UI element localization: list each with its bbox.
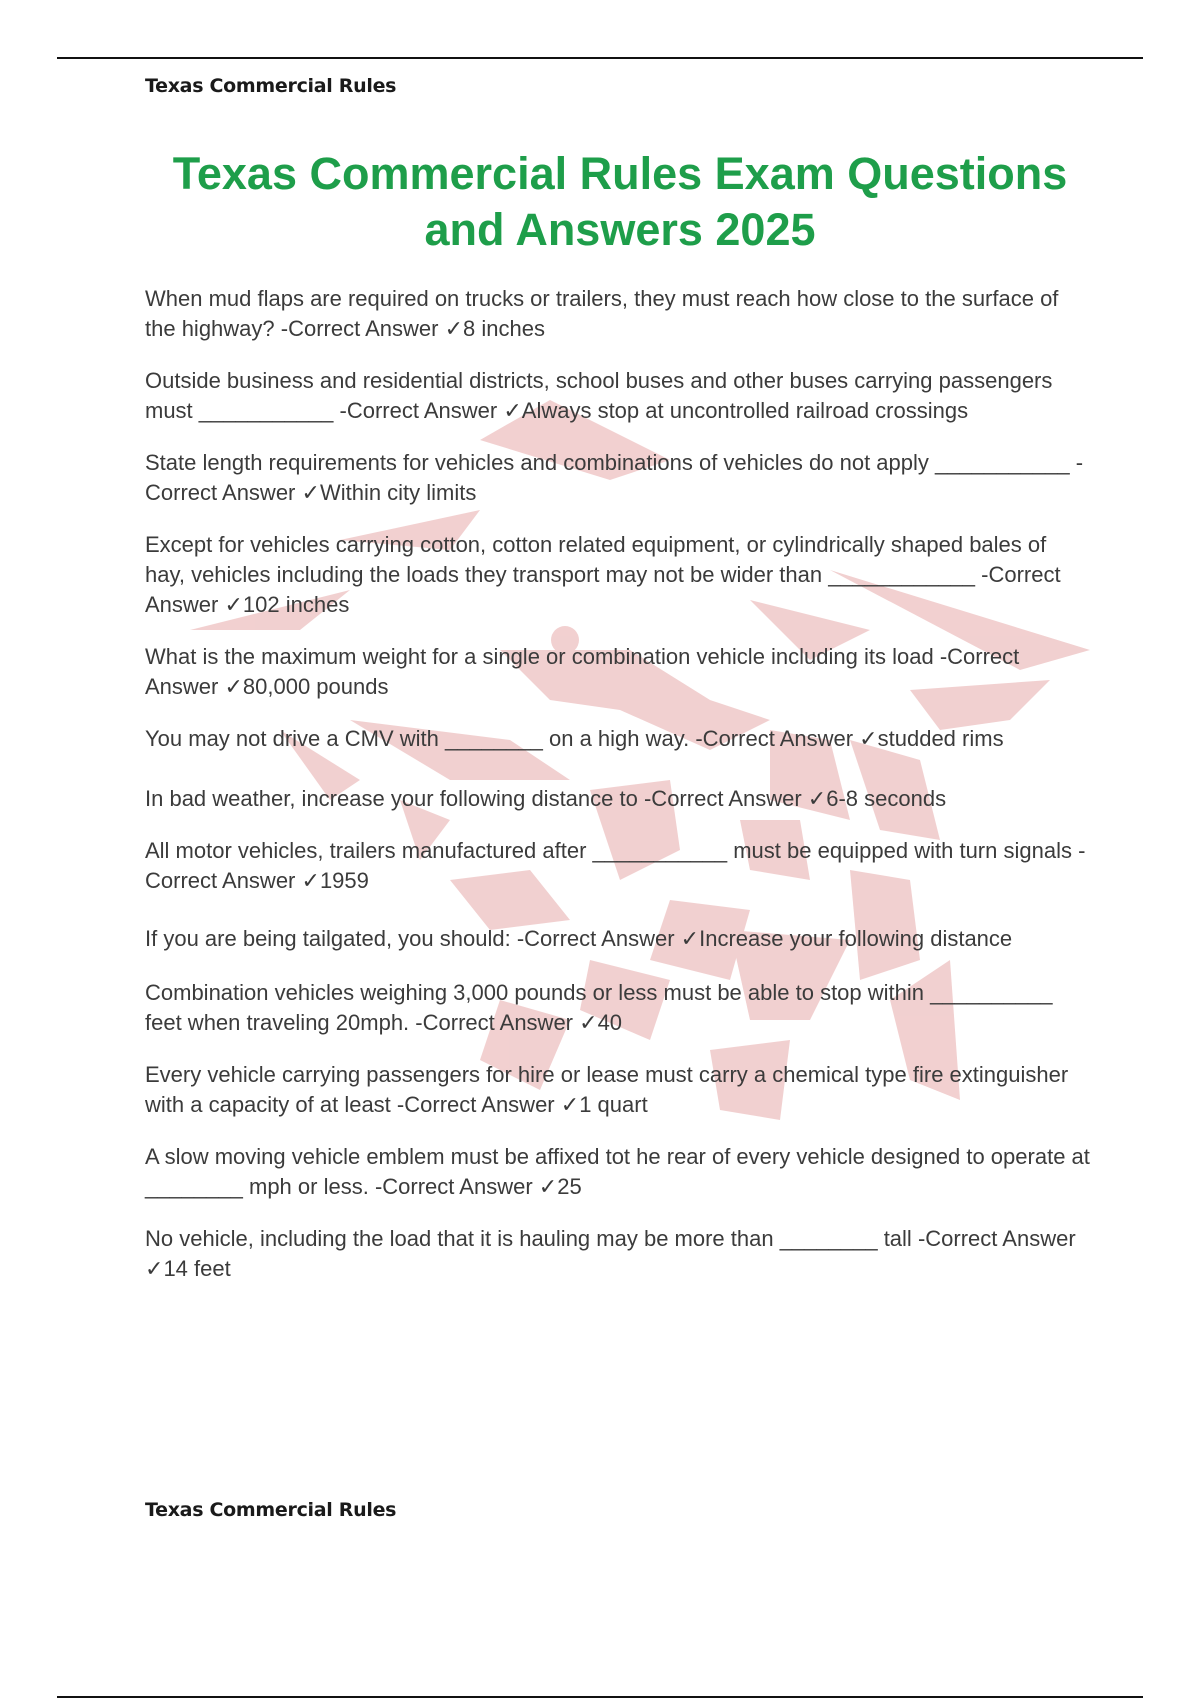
- question-text: No vehicle, including the load that it is hauling may be more than ________ tall: [145, 1226, 912, 1251]
- question-text: In bad weather, increase your following distance to: [145, 786, 638, 811]
- running-header: Texas Commercial Rules: [145, 75, 397, 97]
- document-title: Texas Commercial Rules Exam Questions and Answers 2025: [172, 148, 1068, 255]
- question-text: When mud flaps are required on trucks or trailers, they must reach how close to the surface of the highway?: [145, 286, 1059, 341]
- question-text: Except for vehicles carrying cotton, cotton related equipment, or cylindrically shaped bales of hay, vehicles including the loads they transport may not be wider than ____________: [145, 532, 1047, 587]
- question-text: State length requirements for vehicles and combinations of vehicles do not apply ___________: [145, 450, 1070, 475]
- qa-item: [145, 448, 1090, 508]
- qa-item: [145, 284, 1090, 344]
- answer-text: Within city limits: [319, 480, 477, 505]
- qa-item: [145, 1142, 1090, 1202]
- qa-item: [145, 724, 1090, 754]
- answer-text: 102 inches: [242, 592, 350, 617]
- answer-text: Increase your following distance: [699, 926, 1013, 951]
- answer-text: 14 feet: [163, 1256, 231, 1281]
- question-text: What is the maximum weight for a single or combination vehicle including its load: [145, 644, 934, 669]
- question-text: Outside business and residential districts, school buses and other buses carrying passengers must ___________: [145, 368, 1053, 423]
- question-text: A slow moving vehicle emblem must be affixed tot he rear of every vehicle designed to operate at ________ mph or less.: [145, 1144, 1090, 1199]
- qa-item: [145, 924, 1090, 954]
- question-text: If you are being tailgated, you should:: [145, 926, 511, 951]
- running-footer: Texas Commercial Rules: [145, 1499, 397, 1521]
- qa-item: [145, 366, 1090, 426]
- answer-text: 6-8 seconds: [826, 786, 947, 811]
- answer-marker: -Correct Answer ✓: [145, 562, 1061, 617]
- answer-text: 25: [557, 1174, 582, 1199]
- answer-text: 80,000 pounds: [242, 674, 389, 699]
- qa-list: [145, 284, 1090, 1284]
- answer-marker: -Correct Answer ✓: [643, 786, 827, 811]
- answer-marker: -Correct Answer ✓: [339, 398, 522, 423]
- answer-marker: -Correct Answer ✓: [396, 1092, 580, 1117]
- answer-marker: -Correct Answer ✓: [695, 726, 878, 751]
- qa-item: [145, 1060, 1090, 1120]
- answer-marker: -Correct Answer ✓: [145, 644, 1020, 699]
- question-text: You may not drive a CMV with ________ on a high way.: [145, 726, 690, 751]
- answer-text: Always stop at uncontrolled railroad crossings: [521, 398, 969, 423]
- top-rule: [57, 57, 1143, 59]
- qa-item: [145, 530, 1090, 620]
- qa-item: [145, 1224, 1090, 1284]
- question-text: Every vehicle carrying passengers for hire or lease must carry a chemical type fire extinguisher with a capacity of at least: [145, 1062, 1069, 1117]
- answer-marker: -Correct Answer ✓: [516, 926, 700, 951]
- answer-marker: -Correct Answer ✓: [415, 1010, 598, 1035]
- answer-text: 1959: [319, 868, 369, 893]
- answer-text: studded rims: [877, 726, 1004, 751]
- answer-marker: -Correct Answer ✓: [145, 450, 1084, 505]
- question-text: Combination vehicles weighing 3,000 pounds or less must be able to stop within __________ feet when traveling 20mph.: [145, 980, 1053, 1035]
- answer-marker: -Correct Answer ✓: [145, 1226, 1076, 1281]
- qa-item: [145, 978, 1090, 1038]
- answer-marker: -Correct Answer ✓: [374, 1174, 558, 1199]
- qa-item: [145, 784, 1090, 814]
- bottom-rule: [57, 1696, 1143, 1698]
- qa-item: [145, 642, 1090, 702]
- answer-text: 40: [597, 1010, 623, 1035]
- answer-text: 1 quart: [579, 1092, 648, 1117]
- qa-item: [145, 836, 1090, 896]
- question-text: All motor vehicles, trailers manufactured after ___________ must be equipped with turn signals: [145, 838, 1072, 863]
- answer-text: 8 inches: [463, 316, 545, 341]
- answer-marker: -Correct Answer ✓: [145, 838, 1086, 893]
- answer-marker: -Correct Answer ✓: [280, 316, 464, 341]
